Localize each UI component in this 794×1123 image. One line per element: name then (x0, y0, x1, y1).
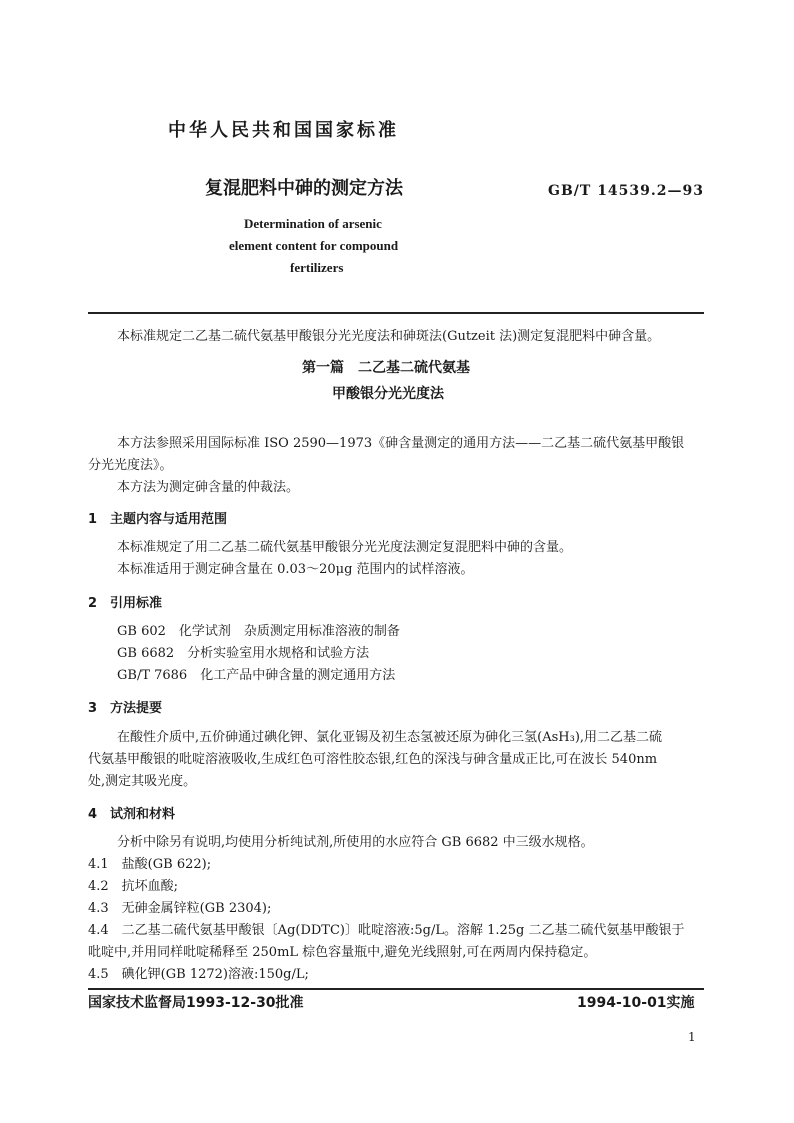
standard-code: GB/T 14539.2—93 (548, 183, 704, 199)
reagent-item: 4.2 抗坏血酸; (88, 879, 179, 894)
section-3-line-1: 在酸性介质中,五价砷通过碘化钾、氯化亚锡及初生态氢被还原为砷化三氢(AsH₃),用二乙基二硫 (117, 730, 663, 745)
implementation-date: 1994-10-01实施 (577, 995, 695, 1011)
section-2-heading: 2 引用标准 (88, 596, 163, 611)
part-heading-line-2: 甲酸银分光光度法 (332, 386, 444, 402)
reagent-item: 4.5 碘化钾(GB 1272)溶液:150g/L; (88, 967, 309, 982)
reagent-item: 4.4 二乙基二硫代氨基甲酸银〔Ag(DDTC)〕吡啶溶液:5g/L。溶解 1.25g 二乙基二硫代氨基甲酸银于 (88, 923, 685, 938)
section-1-heading: 1 主题内容与适用范围 (88, 512, 228, 527)
section-1-line-1: 本标准规定了用二乙基二硫代氨基甲酸银分光光度法测定复混肥料中砷的含量。 (117, 540, 573, 555)
section-3-heading: 3 方法提要 (88, 701, 163, 716)
reagent-item: 4.1 盐酸(GB 622); (88, 857, 212, 872)
arbitration-note: 本方法为测定砷含量的仲裁法。 (117, 480, 300, 495)
english-title-line-1: Determination of arsenic (244, 216, 382, 231)
reagent-item: 4.3 无砷金属锌粒(GB 2304); (88, 901, 272, 916)
approval-date: 国家技术监督局1993-12-30批准 (88, 995, 304, 1011)
part-heading-line-1: 第一篇 二乙基二硫代氨基 (302, 360, 470, 376)
english-title-line-2: element content for compound (229, 238, 399, 253)
reagent-item-continuation: 吡啶中,并用同样吡啶稀释至 250mL 棕色容量瓶中,避免光线照射,可在两周内保持稳定。 (88, 945, 597, 960)
page-number: 1 (688, 1030, 696, 1044)
section-4-intro: 分析中除另有说明,均使用分析纯试剂,所使用的水应符合 GB 6682 中三级水规格。 (117, 835, 594, 850)
footer-divider (88, 988, 704, 990)
section-4-heading: 4 试剂和材料 (88, 807, 176, 822)
header-divider (88, 312, 704, 314)
section-1-line-2: 本标准适用于测定砷含量在 0.03～20μg 范围内的试样溶液。 (117, 562, 474, 577)
intro-paragraph: 本标准规定二乙基二硫代氨基甲酸银分光光度法和砷斑法(Gutzeit 法)测定复混肥料中砷含量。 (117, 329, 661, 344)
reference-item: GB 602 化学试剂 杂质测定用标准溶液的制备 (117, 624, 400, 639)
section-3-line-3: 处,测定其吸光度。 (88, 774, 197, 789)
english-title-line-3: fertilizers (290, 260, 344, 275)
method-reference-line-2: 分光光度法》。 (88, 458, 173, 473)
reference-item: GB/T 7686 化工产品中砷含量的测定通用方法 (117, 668, 396, 683)
method-reference-line-1: 本方法参照采用国际标准 ISO 2590—1973《砷含量测定的通用方法——二乙基二硫代氨基甲酸银 (117, 436, 685, 451)
national-standard-label: 中华人民共和国国家标准 (168, 120, 399, 141)
section-3-line-2: 代氨基甲酸银的吡啶溶液吸收,生成红色可溶性胶态银,红色的深浅与砷含量成正比,可在波长 540nm (88, 752, 658, 767)
reference-item: GB 6682 分析实验室用水规格和试验方法 (117, 646, 370, 661)
document-title: 复混肥料中砷的测定方法 (205, 178, 403, 199)
